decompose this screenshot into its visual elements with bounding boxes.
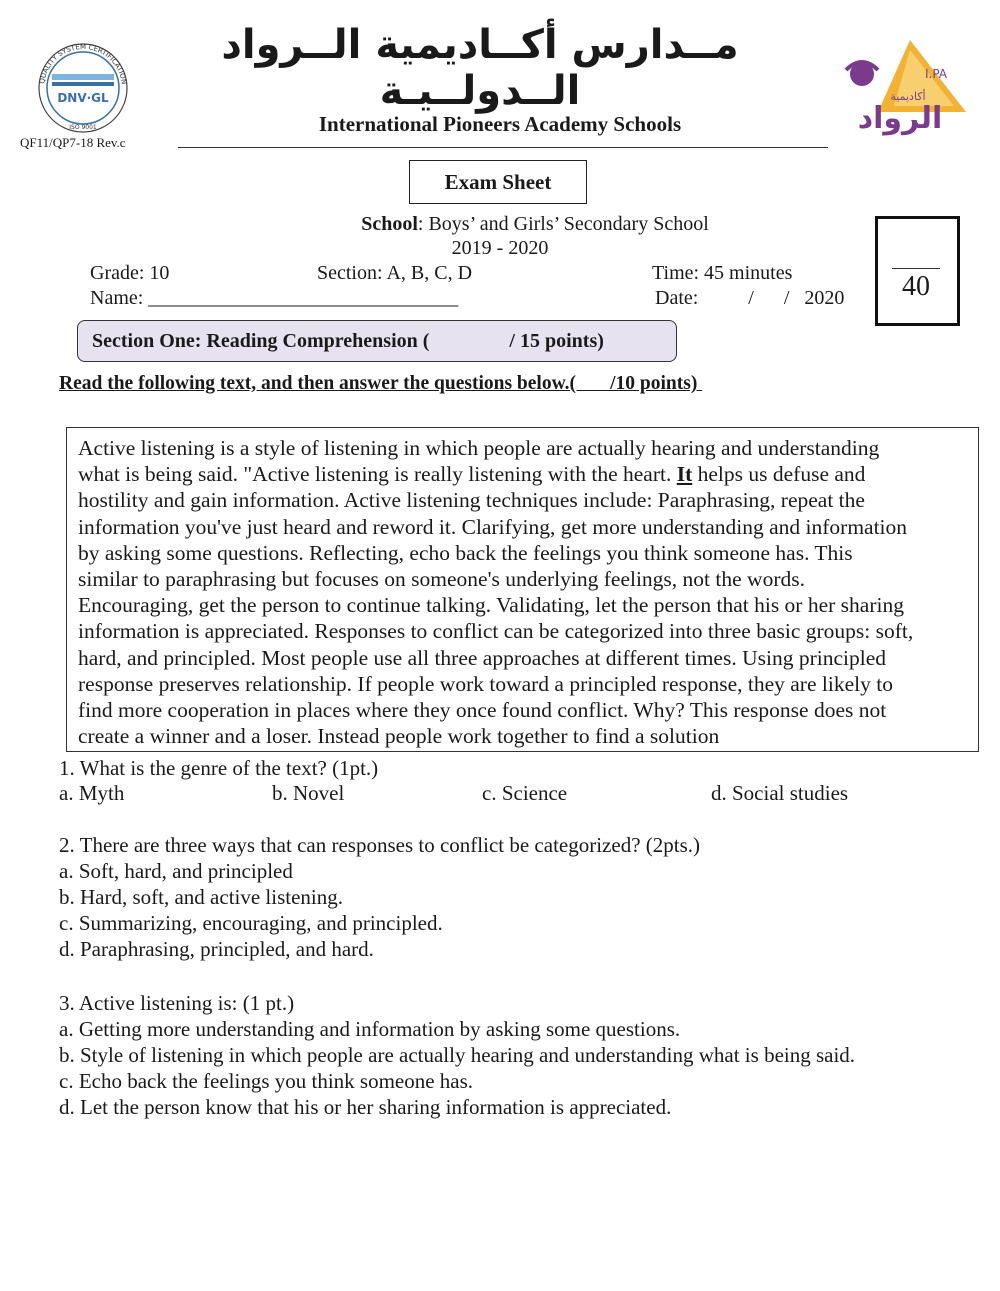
logo-abbrev: I.PA xyxy=(924,67,948,81)
grade-field: Grade: 10 xyxy=(90,262,170,284)
cert-arc-text: QUALITY SYSTEM CERTIFICATION xyxy=(38,42,128,85)
section-field: Section: A, B, C, D xyxy=(317,262,473,284)
passage-line: find more cooperation in places where they once found conflict. Why? This response does not xyxy=(78,698,887,723)
date-field[interactable]: Date: / / 2020 xyxy=(655,287,845,309)
iso-mark: ISO 9001 xyxy=(69,124,97,131)
q2-option-d[interactable]: d. Paraphrasing, principled, and hard. xyxy=(59,937,374,961)
certification-logo xyxy=(26,36,138,136)
q2-option-c[interactable]: c. Summarizing, encouraging, and principled. xyxy=(59,911,443,935)
q1-option-c[interactable]: c. Science xyxy=(482,781,568,805)
school-line xyxy=(250,213,820,236)
passage-line-tail: helps us defuse and xyxy=(692,462,866,487)
q3-option-a[interactable]: a. Getting more understanding and information by asking some questions. xyxy=(59,1017,681,1041)
passage-line: by asking some questions. Reflecting, echo back the feelings you think someone has. This xyxy=(78,540,853,565)
reading-instruction: Read the following text, and then answer the questions below.( /10 points) xyxy=(59,373,703,394)
section-one-heading: Section One: Reading Comprehension ( / 15 points) xyxy=(77,320,677,362)
school-value: : Boys’ and Girls’ Secondary School xyxy=(417,213,709,235)
logo-arabic-sub: أكاديمية xyxy=(890,90,926,103)
english-school-title: International Pioneers Academy Schools xyxy=(318,112,682,136)
exam-sheet-title: Exam Sheet xyxy=(409,160,587,204)
academic-year: 2019 - 2020 xyxy=(451,237,549,259)
passage-line: hard, and principled. Most people use all three approaches at different times. Using principled xyxy=(78,645,886,670)
passage-line: Active listening is a style of listening in which people are actually hearing and understanding xyxy=(78,436,880,460)
name-field[interactable]: Name: _______________________________ xyxy=(90,287,459,309)
passage-line: Encouraging, get the person to continue talking. Validating, let the person that his or her sharing xyxy=(78,593,904,618)
passage-line-text: what is being said. "Active listening is really listening with the heart. xyxy=(78,462,677,487)
passage-line: hostility and gain information. Active listening techniques include: Paraphrasing, repeat the xyxy=(78,488,865,513)
time-field: Time: 45 minutes xyxy=(652,262,793,284)
dnv-mark: DNV·GL xyxy=(57,91,109,105)
q2-option-b[interactable]: b. Hard, soft, and active listening. xyxy=(59,885,344,909)
question-2-stem: 2. There are three ways that can responses to conflict be categorized? (2pts.) xyxy=(59,833,701,857)
q1-option-d[interactable]: d. Social studies xyxy=(711,781,849,805)
school-logo xyxy=(838,40,968,150)
q1-option-a[interactable]: a. Myth xyxy=(59,781,125,805)
form-code: QF11/QP7-18 Rev.c xyxy=(20,135,126,150)
q3-option-c[interactable]: c. Echo back the feelings you think someone has. xyxy=(59,1069,474,1093)
passage-line: information is appreciated. Responses to conflict can be categorized into three basic groups: soft, xyxy=(78,619,914,644)
passage-line: information you've just heard and reword it. Clarifying, get more understanding and information xyxy=(78,514,908,539)
score-blank-line[interactable] xyxy=(892,268,940,269)
q1-option-b[interactable]: b. Novel xyxy=(272,781,345,805)
q3-option-d[interactable]: d. Let the person know that his or her sharing information is appreciated. xyxy=(59,1095,672,1119)
passage-line xyxy=(78,461,968,487)
arabic-school-title: مــدارس أكــاديمية الــرواد الــدولــيـة xyxy=(221,22,739,114)
question-1-stem: 1. What is the genre of the text? (1pt.) xyxy=(59,756,379,780)
q3-option-b[interactable]: b. Style of listening in which people are actually hearing and understanding what is being said. xyxy=(59,1043,856,1067)
passage-line: response preserves relationship. If people work toward a principled response, they are likely to xyxy=(78,671,893,696)
header-divider xyxy=(178,147,828,148)
school-label: School xyxy=(361,213,418,235)
passage-line: similar to paraphrasing but focuses on someone's underlying feelings, not the words. xyxy=(78,567,805,592)
total-score: 40 xyxy=(902,271,930,302)
passage-line: create a winner and a loser. Instead people work together to find a solution xyxy=(78,724,720,749)
logo-arabic: الرواد xyxy=(857,101,943,136)
passage-emph-word: It xyxy=(676,462,693,487)
reading-passage xyxy=(66,427,979,752)
question-3-stem: 3. Active listening is: (1 pt.) xyxy=(59,991,295,1015)
q2-option-a[interactable]: a. Soft, hard, and principled xyxy=(59,859,293,883)
